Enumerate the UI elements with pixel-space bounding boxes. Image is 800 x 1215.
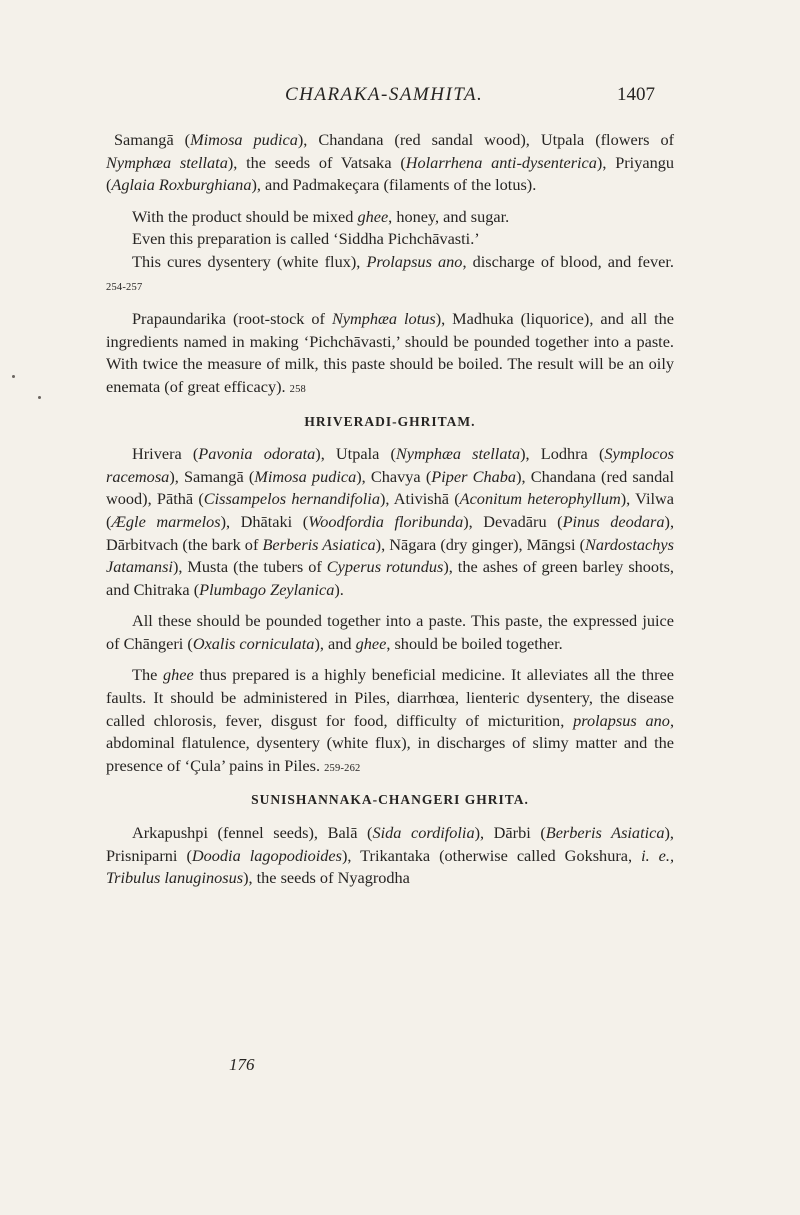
paragraph-pounded-paste	[106, 610, 674, 655]
botanical-name: Berberis Asiatica	[262, 534, 376, 554]
text-span: ), the seeds of Nyagrodha	[243, 868, 410, 888]
text-span: , honey, and sugar.	[388, 206, 510, 226]
text-span: Arkapushpi (fennel seeds), Balā (	[132, 823, 373, 843]
text-span: ), Utpala (	[315, 444, 396, 464]
text-span: Hrivera (	[132, 444, 199, 464]
italic-term: ghee	[355, 633, 387, 653]
botanical-name: Symplocos racemosa	[106, 444, 675, 486]
botanical-name: Cyperus rotundus	[326, 557, 444, 577]
text-span: Samangā (	[114, 130, 191, 149]
italic-term: ghee	[357, 206, 389, 226]
paragraph-hrivera	[106, 443, 674, 601]
botanical-name: Nardostachys Jatamansi	[106, 534, 674, 577]
text-span: ), Priyangu (	[106, 152, 674, 195]
text-span: ), Lodhra (	[520, 444, 605, 464]
paragraph-ghee-benefits	[106, 664, 674, 780]
botanical-name: Piper Chaba	[431, 466, 517, 486]
botanical-name: Pavonia odorata	[198, 444, 316, 464]
text-span: ), Musta (the tubers of	[172, 557, 327, 577]
botanical-name: Oxalis corniculata	[192, 633, 315, 653]
page-number: 1407	[617, 84, 655, 105]
text-span: This cures dysentery (white flux),	[132, 251, 367, 271]
text-span: ), the seeds of Vatsaka (	[227, 152, 406, 172]
paragraph-siddha-pichchavasti	[106, 228, 674, 251]
page-header	[0, 84, 800, 114]
text-span: Prapaundarika (root-stock of	[132, 309, 332, 329]
botanical-name: Pinus deodara	[562, 511, 665, 531]
paragraph-prapaundarika	[106, 308, 674, 401]
text-span: ), Dārbi (	[474, 823, 546, 843]
text-span: ), Trikantaka (otherwise called Gokshura,	[341, 845, 642, 865]
botanical-name: Nymphæa lotus	[331, 309, 436, 329]
signature-number: 176	[229, 1055, 255, 1074]
text-span: ).	[334, 579, 344, 599]
running-title: CHARAKA-SAMHITA.	[285, 84, 484, 105]
text-span: , should be boiled together.	[386, 633, 563, 653]
paragraph-arkapushpi	[106, 822, 674, 890]
botanical-name: i. e., Tribulus lanuginosus	[106, 845, 675, 888]
botanical-name: Plumbago Zeylanica	[199, 579, 335, 599]
text-span: ), Nāgara (dry ginger), Māngsi (	[375, 534, 586, 554]
text-span: ), Devadāru (	[463, 511, 563, 531]
text-span: ), Chavya (	[356, 466, 432, 486]
paragraph-samanga	[106, 129, 674, 197]
text-span: , discharge of blood, and fever.	[462, 251, 674, 271]
paragraph-cures-dysentery	[106, 251, 674, 299]
verse-reference: 259-262	[324, 762, 361, 774]
text-span: ), and Padmakeçara (filaments of the lotus).	[251, 175, 537, 195]
section-heading-sunishannaka: SUNISHANNAKA-CHANGERI GHRITA.	[251, 792, 529, 808]
italic-term: prolapsus ano	[573, 710, 670, 730]
botanical-name: Nymphæa stellata	[106, 152, 228, 172]
body-text	[106, 129, 674, 899]
section-heading-hriveradi: HRIVERADI-GHRITAM.	[304, 413, 476, 429]
margin-speck	[12, 375, 15, 378]
text-span: ), Dhātaki (	[220, 511, 309, 531]
text-span: ), Chandana (red sandal wood), Pāthā (	[106, 466, 675, 509]
text-span: With the product should be mixed	[132, 206, 358, 226]
margin-speck	[38, 396, 41, 399]
text-span: ), Vilwa (	[106, 489, 674, 531]
botanical-name: Nymphæa stellata	[395, 444, 521, 464]
botanical-name: Doodia lagopodioides	[191, 845, 342, 865]
italic-term: ghee	[163, 665, 194, 685]
verse-reference: 254-257	[106, 281, 143, 293]
botanical-name: Woodfordia floribunda	[308, 511, 464, 531]
botanical-name: Mimosa pudica	[254, 466, 357, 486]
botanical-name: Ægle marmelos	[111, 511, 221, 531]
botanical-name: Aconitum heterophyllum	[459, 489, 621, 509]
paragraph-mix-ghee	[106, 206, 674, 229]
text-span: , abdominal flatulence, dysentery (white flux), in discharges of slimy matter and the presence of ‘Çula’ pains in Piles.	[106, 710, 675, 775]
text-span: ), the ashes of green barley shoots, and Chitraka (	[106, 557, 675, 599]
botanical-name: Holarrhena anti-dysenterica	[405, 152, 597, 172]
text-span: ), Prisniparni (	[106, 823, 674, 865]
text-span: ), Dārbitvach (the bark of	[106, 511, 675, 554]
verse-reference: 258	[289, 383, 307, 395]
botanical-name: Berberis Asiatica	[545, 823, 665, 843]
text-span: ), and	[314, 633, 356, 653]
text-span: ), Madhuka (liquorice), and all the ingredients named in making ‘Pichchāvasti,’ should be pounded together into a paste. With twice the measure of milk, this paste should be boiled. The result will be an oily enemata (of great efficacy).	[106, 309, 674, 396]
text-span: ), Ativishā (	[379, 489, 460, 509]
botanical-name: Mimosa pudica	[190, 130, 298, 149]
text-span: ), Samangā (	[169, 466, 255, 486]
italic-term: Prolapsus ano	[366, 251, 463, 271]
text-span: Even this preparation is called ‘Siddha Pichchāvasti.’	[132, 229, 480, 249]
text-span: thus prepared is a highly beneficial medicine. It alleviates all the three faults. It should be administered in Piles, diarrhœa, lienteric dysentery, the disease called chlorosis, fever, disgust for food, difficulty of micturition,	[106, 665, 674, 730]
botanical-name: Aglaia Roxburghiana	[111, 175, 252, 195]
text-span: All these should be pounded together into a paste. This paste, the expressed juice of Chāngeri (	[106, 611, 674, 653]
botanical-name: Cissampelos hernandifolia	[203, 489, 380, 509]
text-span: The	[132, 665, 164, 685]
text-span: ), Chandana (red sandal wood), Utpala (flowers of	[297, 130, 675, 149]
botanical-name: Sida cordifolia	[372, 823, 475, 843]
